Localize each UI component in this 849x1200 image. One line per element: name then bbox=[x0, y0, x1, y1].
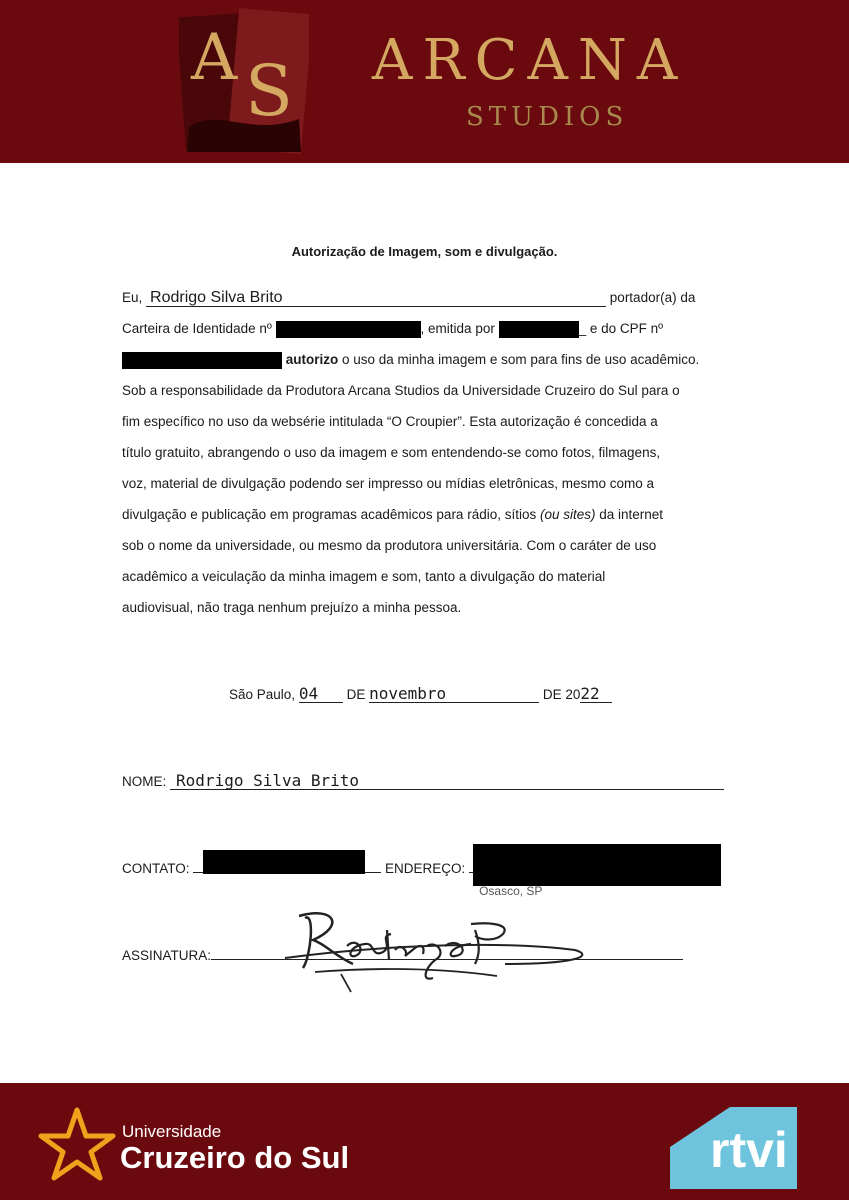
paragraph-line: fim específico no uso da websérie intitulada “O Croupier”. Esta autorização é concedida a bbox=[122, 414, 658, 429]
contato-label: CONTATO: bbox=[122, 861, 190, 876]
assinatura-label: ASSINATURA: bbox=[122, 948, 212, 963]
authorization-paragraph bbox=[122, 282, 752, 623]
rtvi-text: rtvi bbox=[710, 1122, 788, 1178]
de-text: DE bbox=[346, 687, 366, 702]
paragraph-line bbox=[122, 499, 752, 530]
university-name: Cruzeiro do Sul bbox=[120, 1140, 350, 1175]
name-handwritten: Rodrigo Silva Brito bbox=[146, 290, 606, 307]
rtvi-logo bbox=[670, 1107, 797, 1189]
brand-subtitle: STUDIOS bbox=[466, 102, 629, 132]
prefix-text: Eu, bbox=[122, 290, 143, 305]
endereco-field bbox=[469, 858, 719, 898]
redacted-endereco bbox=[473, 844, 721, 886]
redacted-issuer bbox=[499, 321, 579, 338]
svg-text:S: S bbox=[245, 50, 293, 132]
paragraph-line bbox=[122, 344, 752, 375]
paragraph-line: Sob a responsabilidade da Produtora Arcana Studios da Universidade Cruzeiro do Sul para o bbox=[122, 383, 680, 398]
city-text: São Paulo, bbox=[229, 687, 296, 702]
nome-label: NOME: bbox=[122, 774, 167, 789]
suffix-text: portador(a) da bbox=[609, 290, 696, 305]
star-logo-icon bbox=[38, 1106, 116, 1182]
contact-row bbox=[122, 858, 719, 898]
month-field: novembro bbox=[369, 686, 539, 703]
svg-text:A: A bbox=[191, 21, 238, 95]
de-year-text: DE 20 bbox=[542, 687, 581, 702]
arcana-logo bbox=[179, 7, 309, 157]
autorizo-bold: autorizo bbox=[285, 352, 339, 367]
paragraph-line: voz, material de divulgação podendo ser impresso ou mídias eletrônicas, mesmo como a bbox=[122, 476, 655, 491]
paragraph-text: divulgação e publicação em programas acadêmicos para rádio, sítios bbox=[122, 507, 540, 522]
issued-by-label: , emitida por bbox=[420, 321, 495, 336]
redacted-contato bbox=[203, 850, 365, 874]
date-line bbox=[229, 686, 612, 703]
nome-field: Rodrigo Silva Brito bbox=[170, 773, 724, 790]
document-title: Autorização de Imagem, som e divulgação. bbox=[291, 244, 558, 259]
paragraph-line bbox=[122, 313, 752, 344]
redacted-cpf bbox=[122, 352, 282, 369]
contato-field bbox=[193, 858, 381, 873]
handwritten-signature bbox=[275, 906, 595, 996]
paragraph-line: título gratuito, abrangendo o uso da imagem e som entendendo-se como fotos, filmagens, bbox=[122, 445, 661, 460]
day-field: 04 bbox=[299, 686, 343, 703]
year-field: 22 bbox=[580, 686, 612, 703]
header-banner bbox=[0, 0, 849, 163]
brand-name: ARCANA bbox=[372, 28, 688, 93]
ou-sites-italic: (ou sites) bbox=[539, 507, 596, 522]
paragraph-line bbox=[122, 282, 752, 313]
paragraph-line: audiovisual, não traga nenhum prejuízo a minha pessoa. bbox=[122, 600, 462, 615]
cpf-label: _ e do CPF nº bbox=[578, 321, 664, 336]
paragraph-text: da internet bbox=[595, 507, 664, 522]
redacted-rg bbox=[276, 321, 421, 338]
paragraph-text: o uso da minha imagem e som para fins de uso acadêmico. bbox=[338, 352, 700, 367]
rg-label: Carteira de Identidade nº bbox=[122, 321, 272, 336]
name-row bbox=[122, 773, 724, 790]
university-label: Universidade bbox=[122, 1122, 222, 1141]
endereco-fragment: Osasco, SP bbox=[479, 884, 543, 898]
paragraph-line: acadêmico a veiculação da minha imagem e som, tanto a divulgação do material bbox=[122, 569, 606, 584]
paragraph-line: sob o nome da universidade, ou mesmo da produtora universitária. Com o caráter de uso bbox=[122, 538, 657, 553]
endereco-label: ENDEREÇO: bbox=[385, 861, 466, 876]
